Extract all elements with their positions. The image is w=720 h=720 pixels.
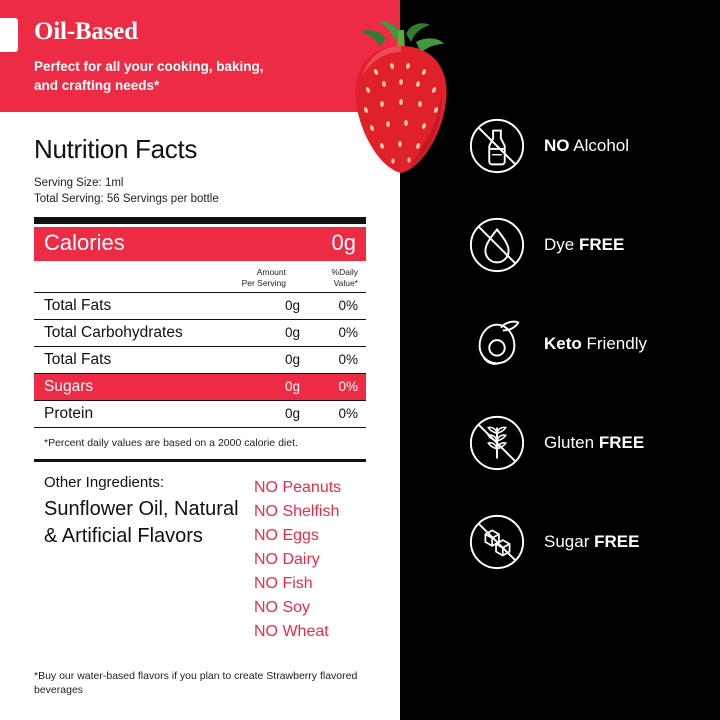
fact-amount: 0g [284,352,300,368]
fact-name: Total Fats [44,297,112,315]
nutrition-facts-title: Nutrition Facts [34,134,198,164]
wheat-no-gluten-icon [468,414,526,472]
ingredients-body: Sunflower Oil, Natural & Artificial Flavors [44,498,239,547]
fact-dailyvalue: 0% [338,325,358,341]
claim-rest: Gluten [544,432,599,452]
column-headers [34,261,366,292]
ingredients-section [34,459,366,644]
claim-gluten-free [400,393,720,492]
list-item: NO Dairy [254,551,320,569]
bottom-disclaimer: *Buy our water-based flavors if you plan to create Strawberry flavored beverages [34,669,358,697]
fact-name: Protein [44,405,94,423]
column-header-dv-line1: %Daily [331,267,358,277]
calories-label: Calories [44,230,125,255]
list-item: NO Eggs [254,527,319,545]
list-item: NO Shelfish [254,503,340,521]
calories-row [34,227,366,261]
claim-label [544,235,624,255]
claim-strong: Keto [544,333,582,353]
fact-name: Sugars [44,378,94,396]
column-header-amount-line2: Per Serving [241,277,286,288]
list-item: NO Peanuts [254,479,342,497]
column-header-amount [228,267,286,288]
header-title: Oil-Based [34,18,138,45]
list-item: NO Soy [254,599,311,617]
claim-strong: FREE [594,531,640,551]
claim-strong: NO [544,135,570,155]
claim-strong: FREE [598,432,645,452]
droplet-no-dye-icon [468,216,526,274]
claim-rest: Friendly [581,333,647,353]
oil-based-header [0,0,400,112]
fact-dailyvalue: 0% [338,298,358,314]
table-row [34,400,366,427]
fact-dailyvalue: 0% [338,352,358,368]
fact-amount: 0g [284,298,300,314]
claim-label [544,334,647,354]
avocado-keto-icon [468,315,526,373]
fact-amount: 0g [284,379,300,395]
list-item: NO Wheat [254,623,329,641]
table-row [34,319,366,346]
free-from-list [254,474,341,644]
fact-amount: 0g [284,325,300,341]
header-subtitle: Perfect for all your cooking, baking, and crafting needs* [34,58,264,93]
daily-value-footnote: *Percent daily values are based on a 2000 calorie diet. [34,427,366,459]
claim-rest: Alcohol [569,135,630,155]
fact-name: Total Carbohydrates [44,324,183,342]
nutrition-facts-panel [0,112,400,644]
ingredients-title: Other Ingredients: [44,474,165,492]
table-row [34,292,366,319]
column-header-dv-line2: Value* [333,277,358,288]
column-header-dailyvalue [300,267,358,288]
fact-dailyvalue: 0% [338,379,358,395]
total-serving: Total Serving: 56 Servings per bottle [34,193,219,205]
list-item: NO Fish [254,575,313,593]
claim-rest: Dye [544,234,579,254]
fact-name: Total Fats [44,351,112,369]
claim-label [544,532,639,552]
claim-label [544,136,629,156]
serving-size: Serving Size: 1ml [34,177,124,189]
ingredients-text-block [44,474,244,644]
claim-rest: Sugar [544,531,595,551]
claim-dye-free [400,195,720,294]
claim-label [544,433,644,453]
claim-strong: FREE [578,234,625,254]
table-row [34,346,366,373]
table-row-sugars [34,373,366,400]
strawberry-image [348,20,454,175]
fact-dailyvalue: 0% [338,406,358,422]
sugar-cubes-no-sugar-icon [468,513,526,571]
calories-value: 0g [331,230,356,255]
fact-amount: 0g [284,406,300,422]
bottle-no-alcohol-icon [468,117,526,175]
claim-sugar-free [400,492,720,591]
header-tab-marker [0,18,18,52]
divider-thick [34,217,366,224]
column-header-amount-line1: Amount [256,267,286,277]
claim-keto-friendly [400,294,720,393]
